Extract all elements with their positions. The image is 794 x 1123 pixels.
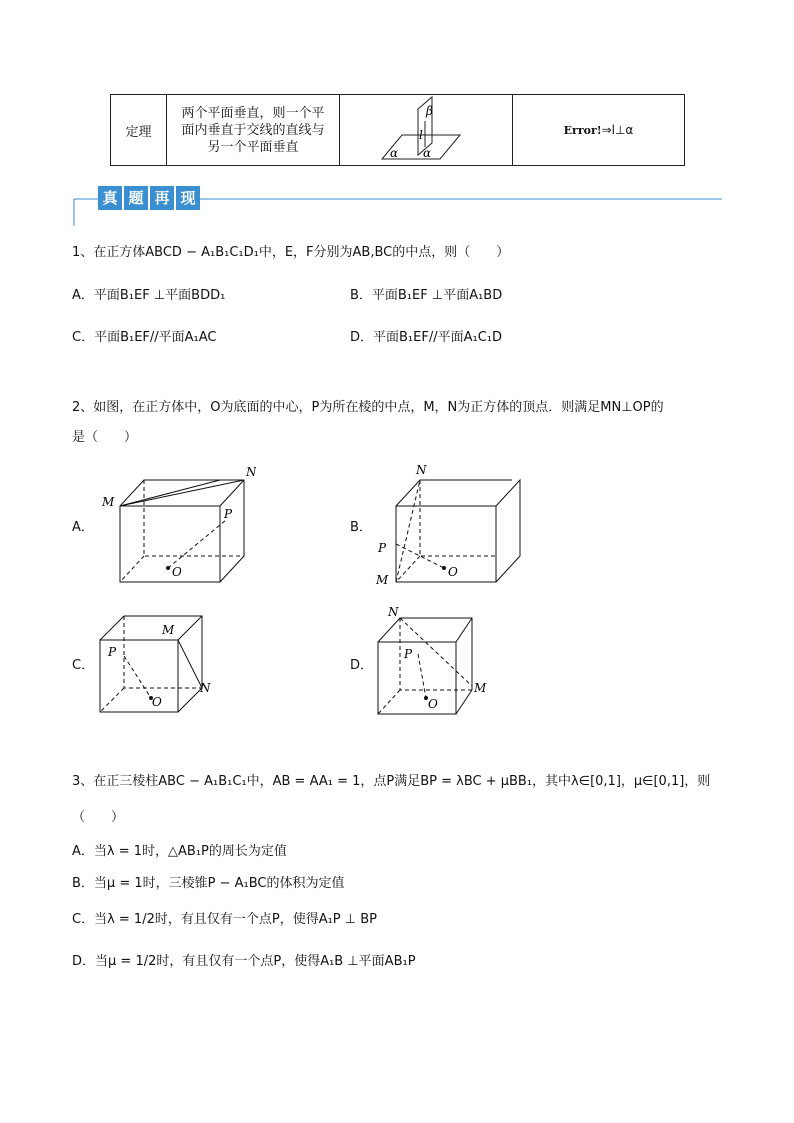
section-title	[98, 186, 200, 210]
fig-d-label-o: O	[428, 697, 438, 711]
q2-option-c-label: C．	[72, 658, 95, 673]
q3-option-d: D．当μ = 1/2时，有且仅有一个点P，使得A₁B ⊥平面AB₁P	[72, 954, 416, 969]
q3-stem-line2: （ ）	[72, 810, 125, 825]
q2-option-a-label: A．	[72, 520, 94, 535]
q1-option-b: B．平面B₁EF ⊥平面A₁BD	[350, 288, 503, 303]
q2-cube-figure-c	[96, 604, 226, 720]
fig-a-label-p: P	[224, 507, 233, 521]
fig-a-label-o: O	[172, 565, 182, 579]
q2-cube-figure-b-back	[372, 460, 522, 588]
q2-cube-figure-d	[372, 604, 502, 720]
fig-a-label-n: N	[246, 465, 256, 479]
fig-b-label-n: N	[416, 463, 427, 477]
theorem-desc-line3: 另一个平面垂直	[207, 139, 299, 155]
theorem-label: 定理	[111, 95, 167, 166]
q1-option-a: A．平面B₁EF ⊥平面BDD₁	[72, 288, 226, 303]
fig-c-label-n: N	[200, 681, 211, 695]
q1-option-c: C．平面B₁EF//平面A₁AC	[72, 330, 217, 345]
theorem-figure-cell	[340, 95, 513, 166]
fig-d-label-p: P	[404, 647, 413, 661]
q3-stem-line1: 3、在正三棱柱ABC − A₁B₁C₁中，AB = AA₁ = 1，点P满足BP = λBC + μBB₁，其中λ∈[0,1]，μ∈[0,1]，则	[72, 774, 711, 789]
q3-option-a: A．当λ = 1时，△AB₁P的周长为定值	[72, 844, 287, 859]
q3-option-b: B．当μ = 1时，三棱锥P − A₁BC的体积为定值	[72, 876, 345, 891]
theorem-description	[167, 95, 340, 166]
section-title-char-2: 题	[124, 186, 148, 210]
fig-b-label-o: O	[448, 565, 458, 579]
fig-c-label-p: P	[108, 645, 117, 659]
theorem-desc-line1: 两个平面垂直，则一个平	[181, 105, 325, 121]
fig-alpha-label-1: α	[390, 146, 399, 160]
q2-cube-figure-a	[96, 460, 256, 588]
perpendicular-planes-figure	[340, 95, 512, 161]
fig-alpha-label-2: α	[423, 146, 432, 160]
fig-b-label-p: P	[378, 541, 387, 555]
theorem-table	[110, 94, 685, 166]
q3-option-c: C．当λ = 1/2时，有且仅有一个点P，使得A₁P ⊥ BP	[72, 912, 377, 927]
fig-b-label-m: M	[376, 573, 389, 587]
q2-option-b-label: B．	[350, 520, 372, 535]
fig-a-label-m: M	[102, 495, 115, 509]
fig-c-label-m: M	[162, 623, 175, 637]
q2-stem-line1: 2、如图，在正方体中，O为底面的中心，P为所在棱的中点，M，N为正方体的顶点．则满足MN⊥OP的	[72, 400, 664, 415]
q1-stem: 1、在正方体ABCD − A₁B₁C₁D₁中，E，F分别为AB,BC的中点，则（ ）	[72, 245, 510, 260]
fig-d-label-n: N	[388, 605, 399, 619]
theorem-symbol-rest: ⇒l⊥α	[601, 122, 634, 137]
theorem-symbol	[513, 95, 685, 166]
theorem-desc-line2: 面内垂直于交线的直线与	[181, 122, 325, 138]
section-title-char-3: 再	[150, 186, 174, 210]
fig-c-label-o: O	[152, 695, 162, 709]
q2-stem-line2: 是（ ）	[72, 430, 138, 445]
q1-option-d: D．平面B₁EF//平面A₁C₁D	[350, 330, 502, 345]
theorem-symbol-error: Error!	[563, 123, 602, 137]
q2-option-d-label: D．	[350, 658, 374, 673]
fig-l-label: l	[419, 128, 423, 142]
fig-beta-label: β	[426, 104, 433, 118]
section-title-char-1: 真	[98, 186, 122, 210]
fig-d-label-m: M	[474, 681, 487, 695]
section-title-char-4: 现	[176, 186, 200, 210]
